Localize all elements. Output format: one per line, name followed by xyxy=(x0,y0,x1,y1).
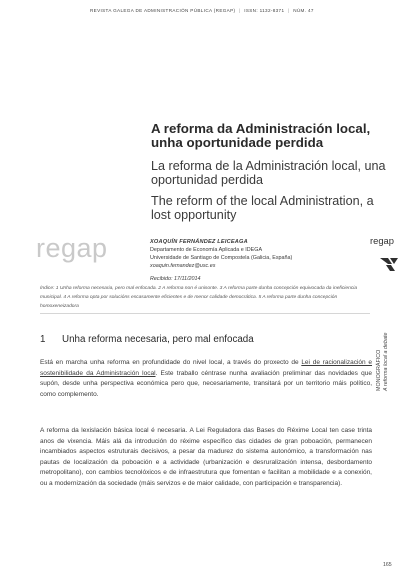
author-name: XOAQUÍN FERNÁNDEZ LEICEAGA xyxy=(150,239,248,245)
received-date: Recibido: 17/11/2014 xyxy=(150,276,201,282)
paragraph-text: Está en marcha unha reforma en profundidade do nivel local, a través do proxecto de xyxy=(40,359,302,366)
section-heading xyxy=(40,334,254,345)
article-title-spanish: La reforma de la Administración local, una oportunidad perdida xyxy=(151,159,386,187)
journal-header xyxy=(90,8,314,13)
side-monograph-title: MONOGRÁFICO xyxy=(376,349,382,391)
journal-name: REVISTA GALEGA DE ADMINISTRACIÓN PÚBLICA (REGAP) xyxy=(90,8,236,13)
section-title: Unha reforma necesaria, pero mal enfocada xyxy=(62,334,254,345)
paragraph-text: . Este traballo céntrase nunha avaliación preliminar das novidades que supón, desde unha perspectiva económica pero que, necesariamente, transitará por un territorio máis político, como complemento. xyxy=(40,369,372,398)
author-block xyxy=(150,238,360,283)
page-number: 165 xyxy=(383,562,392,568)
journal-issue: NÚM. 47 xyxy=(293,8,314,13)
side-monograph-subtitle: A reforma local a debate xyxy=(383,332,389,391)
index-text: Índice: 1 Unha reforma necesaria, pero mal enfocada. 2 A reforma non é unisonte. 3 A reforma parte dunha concepción equivocada da ineficiencia municipal. 4 A reforma opta por solucións escasamente eficientes e de menor calidade democrática. 5 A reforma parte dunha concepción homoxeneizadora xyxy=(40,284,370,314)
article-title-english: The reform of the local Administration, a lost opportunity xyxy=(151,194,374,222)
author-affiliation-1: Departamento de Economía Aplicada e IDEGA xyxy=(150,247,263,253)
regap-logo: regap xyxy=(36,233,108,263)
author-email[interactable]: xoaquin.fernandez@usc.es xyxy=(150,263,216,269)
body-paragraph-1 xyxy=(40,358,372,400)
journal-issn: ISSN: 1132-8371 xyxy=(244,8,285,13)
law-link[interactable]: Lei de racionalización e sostenibilidade da Administración local xyxy=(40,359,373,377)
header-separator: | xyxy=(239,8,241,13)
side-brand: regap xyxy=(370,235,394,246)
author-affiliation-2: Universidade de Santiago de Compostela (Galicia, España) xyxy=(150,255,293,261)
article-index xyxy=(40,284,370,320)
header-separator: | xyxy=(288,8,290,13)
section-number: 1 xyxy=(40,334,46,345)
article-title-galician: A reforma da Administración local, unha oportunidade perdida xyxy=(151,121,371,150)
body-paragraph-2: A reforma da lexislación básica local é necesaria. A Lei Reguladora das Bases do Réxime Local ten case trinta anos de vixencia. Máis alá da introdución do réxime específico das cidades de gran poboación, permanecen incambiados aspectos estruturais decisivos, a pesar da madurez do sistema autonómico, a transformación nas pautas de localización da poboación e a actividade (urbanización e desruralización intensa, desbordamento metropolitano), con cambios tecnolóxicos e de infraestrutura que fomentan e facilitan a mobilidade e a conexión, ou a modernización da sociedade (máis servizos e de maior calidade, con participación e transparencia). xyxy=(40,427,372,487)
side-section-label xyxy=(376,281,396,391)
journal-emblem-icon xyxy=(379,256,399,272)
